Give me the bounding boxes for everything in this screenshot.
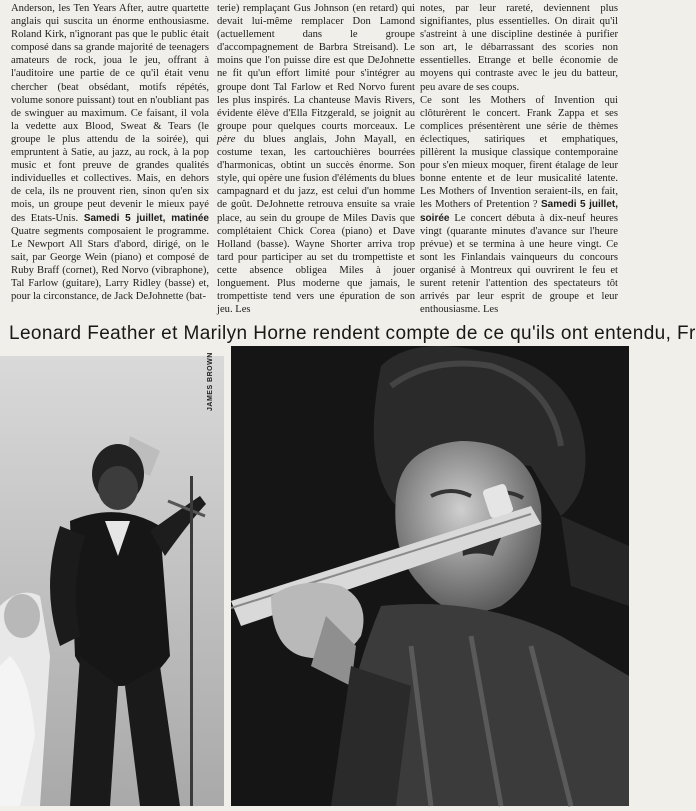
singer-photo-illustration <box>0 356 224 806</box>
paragraph-text: Anderson, les Ten Years After, autre quartette anglais qui suscita un énorme enthousiasme. Roland Kirk, n'ignorant pas que le public était composé dans sa grande majorité de teenagers amateurs de rock, joua le jeu, offrant à l'auditoire une partie de ce qu'il était venu chercher (beat obsédant, motifs répétés, volume sonore puissant) tout en n'oubliant pas de swinguer au maximum. Ce faisant, il vola la vedette aux Blood, Sweat & Tears (le groupe le plus attendu de la soirée), qui empruntent à Satie, au jazz, au rock, à la pop music et font preuve de grandes qualités individuelles et collectives. Mais, en dehors de cela, ils ne prouvent rien, sinon qu'en six mois, un groupe peut devenir le mieux payé des Etats-Unis. <box>11 3 209 224</box>
paragraph <box>420 94 618 317</box>
section-heading-saturday-matinee: Samedi 5 juillet, matinée <box>83 212 209 224</box>
paragraph <box>11 2 209 303</box>
section-heading-saturday-evening: Samedi 5 juillet, soirée <box>420 199 618 224</box>
paragraph-text: du blues anglais, John Mayall, en costume texan, les cartouchières bourrées d'harmonicas, obtint un succès énorme. Son style, qui opère une fusion d'éléments du blues campagnard et du jazz, est celui d'un homme de goût. DeJohnette retrouva ensuite sa vraie place, au sein du groupe de Miles Davis que complétaient Chick Corea (piano) et Dave Holland (basse). Wayne Shorter arriva trop tard pour participer au set du trompettiste et cette absence obligea Miles à jouer longuement. Plus moderne que jamais, le trompettiste tend vers une épuration de son jeu. Les <box>217 133 415 316</box>
article-column-3 <box>420 2 618 316</box>
article-column-2 <box>217 2 415 316</box>
photo-james-brown <box>0 356 224 806</box>
headline: Leonard Feather et Marilyn Horne rendent compte de ce qu'ils ont entendu, Fr <box>9 323 696 344</box>
paragraph-text: Quatre segments composaient le programme. Le Newport All Stars d'abord, dirigé, on le sait, par George Wein (piano) et composé de Ruby Braff (cornet), Red Norvo (vibraphone), Tal Farlow (guitare), Larry Ridley (basse) et, pour la circonstance, de Jack DeJohnette (bat- <box>11 225 209 303</box>
photo-flute-player <box>231 346 629 806</box>
paragraph-text: Le concert débuta à dix-neuf heures vingt (quarante minutes d'avance sur l'heure prévue) et se termina à une heure vingt. Ce sont les Finlandais vainqueurs du concours organisé à Montreux qui ouvrirent le feu et surent retenir l'attention des spectateurs tôt arrivés par leur esprit de groupe et leur enthousiasme. Les <box>420 212 618 316</box>
article-column-1 <box>11 2 209 303</box>
paragraph: notes, par leur rareté, deviennent plus signifiantes, plus essentielles. On dirait qu'il s'astreint à une discipline destinée à purifier son art, le débarrassant des scories non essentielles. Etrange et belle économie de moyens qui contraste avec le jeu du batteur, peu avare de ses coups. <box>420 3 618 93</box>
paragraph-text: Ce sont les Mothers of Invention qui clôturèrent le concert. Frank Zappa et ses complices présentèrent une série de thèmes éclectiques, satiriques et emphatiques, pillèrent la musique classique contemporaine pour s'en mieux moquer, firent étalage de leur bonne entente et de leur musicalité latente. Les Mothers of Invention seraient-ils, en fait, les Mothers of Pretention ? <box>420 94 618 211</box>
photo-credit: JAMES BROWN <box>207 352 214 411</box>
flutist-photo-illustration <box>231 346 629 806</box>
paragraph <box>217 2 415 316</box>
paragraph-text: terie) remplaçant Gus Johnson (en retard) qui devait lui-même remplacer Don Lamond (actuellement dans le groupe d'accompagnement de Barbra Streisand). Le moins que l'on puisse dire est que DeJohnette ne fit qu'un effort limité pour s'intégrer au groupe dont Tal Farlow et Red Norvo furent les plus inspirés. La chanteuse Mavis Rivers, évidente élève d'Ella Fitzgerald, se joignit au groupe pour quelques courts morceaux. Le <box>217 3 415 132</box>
emphasis-text: père <box>217 133 236 145</box>
